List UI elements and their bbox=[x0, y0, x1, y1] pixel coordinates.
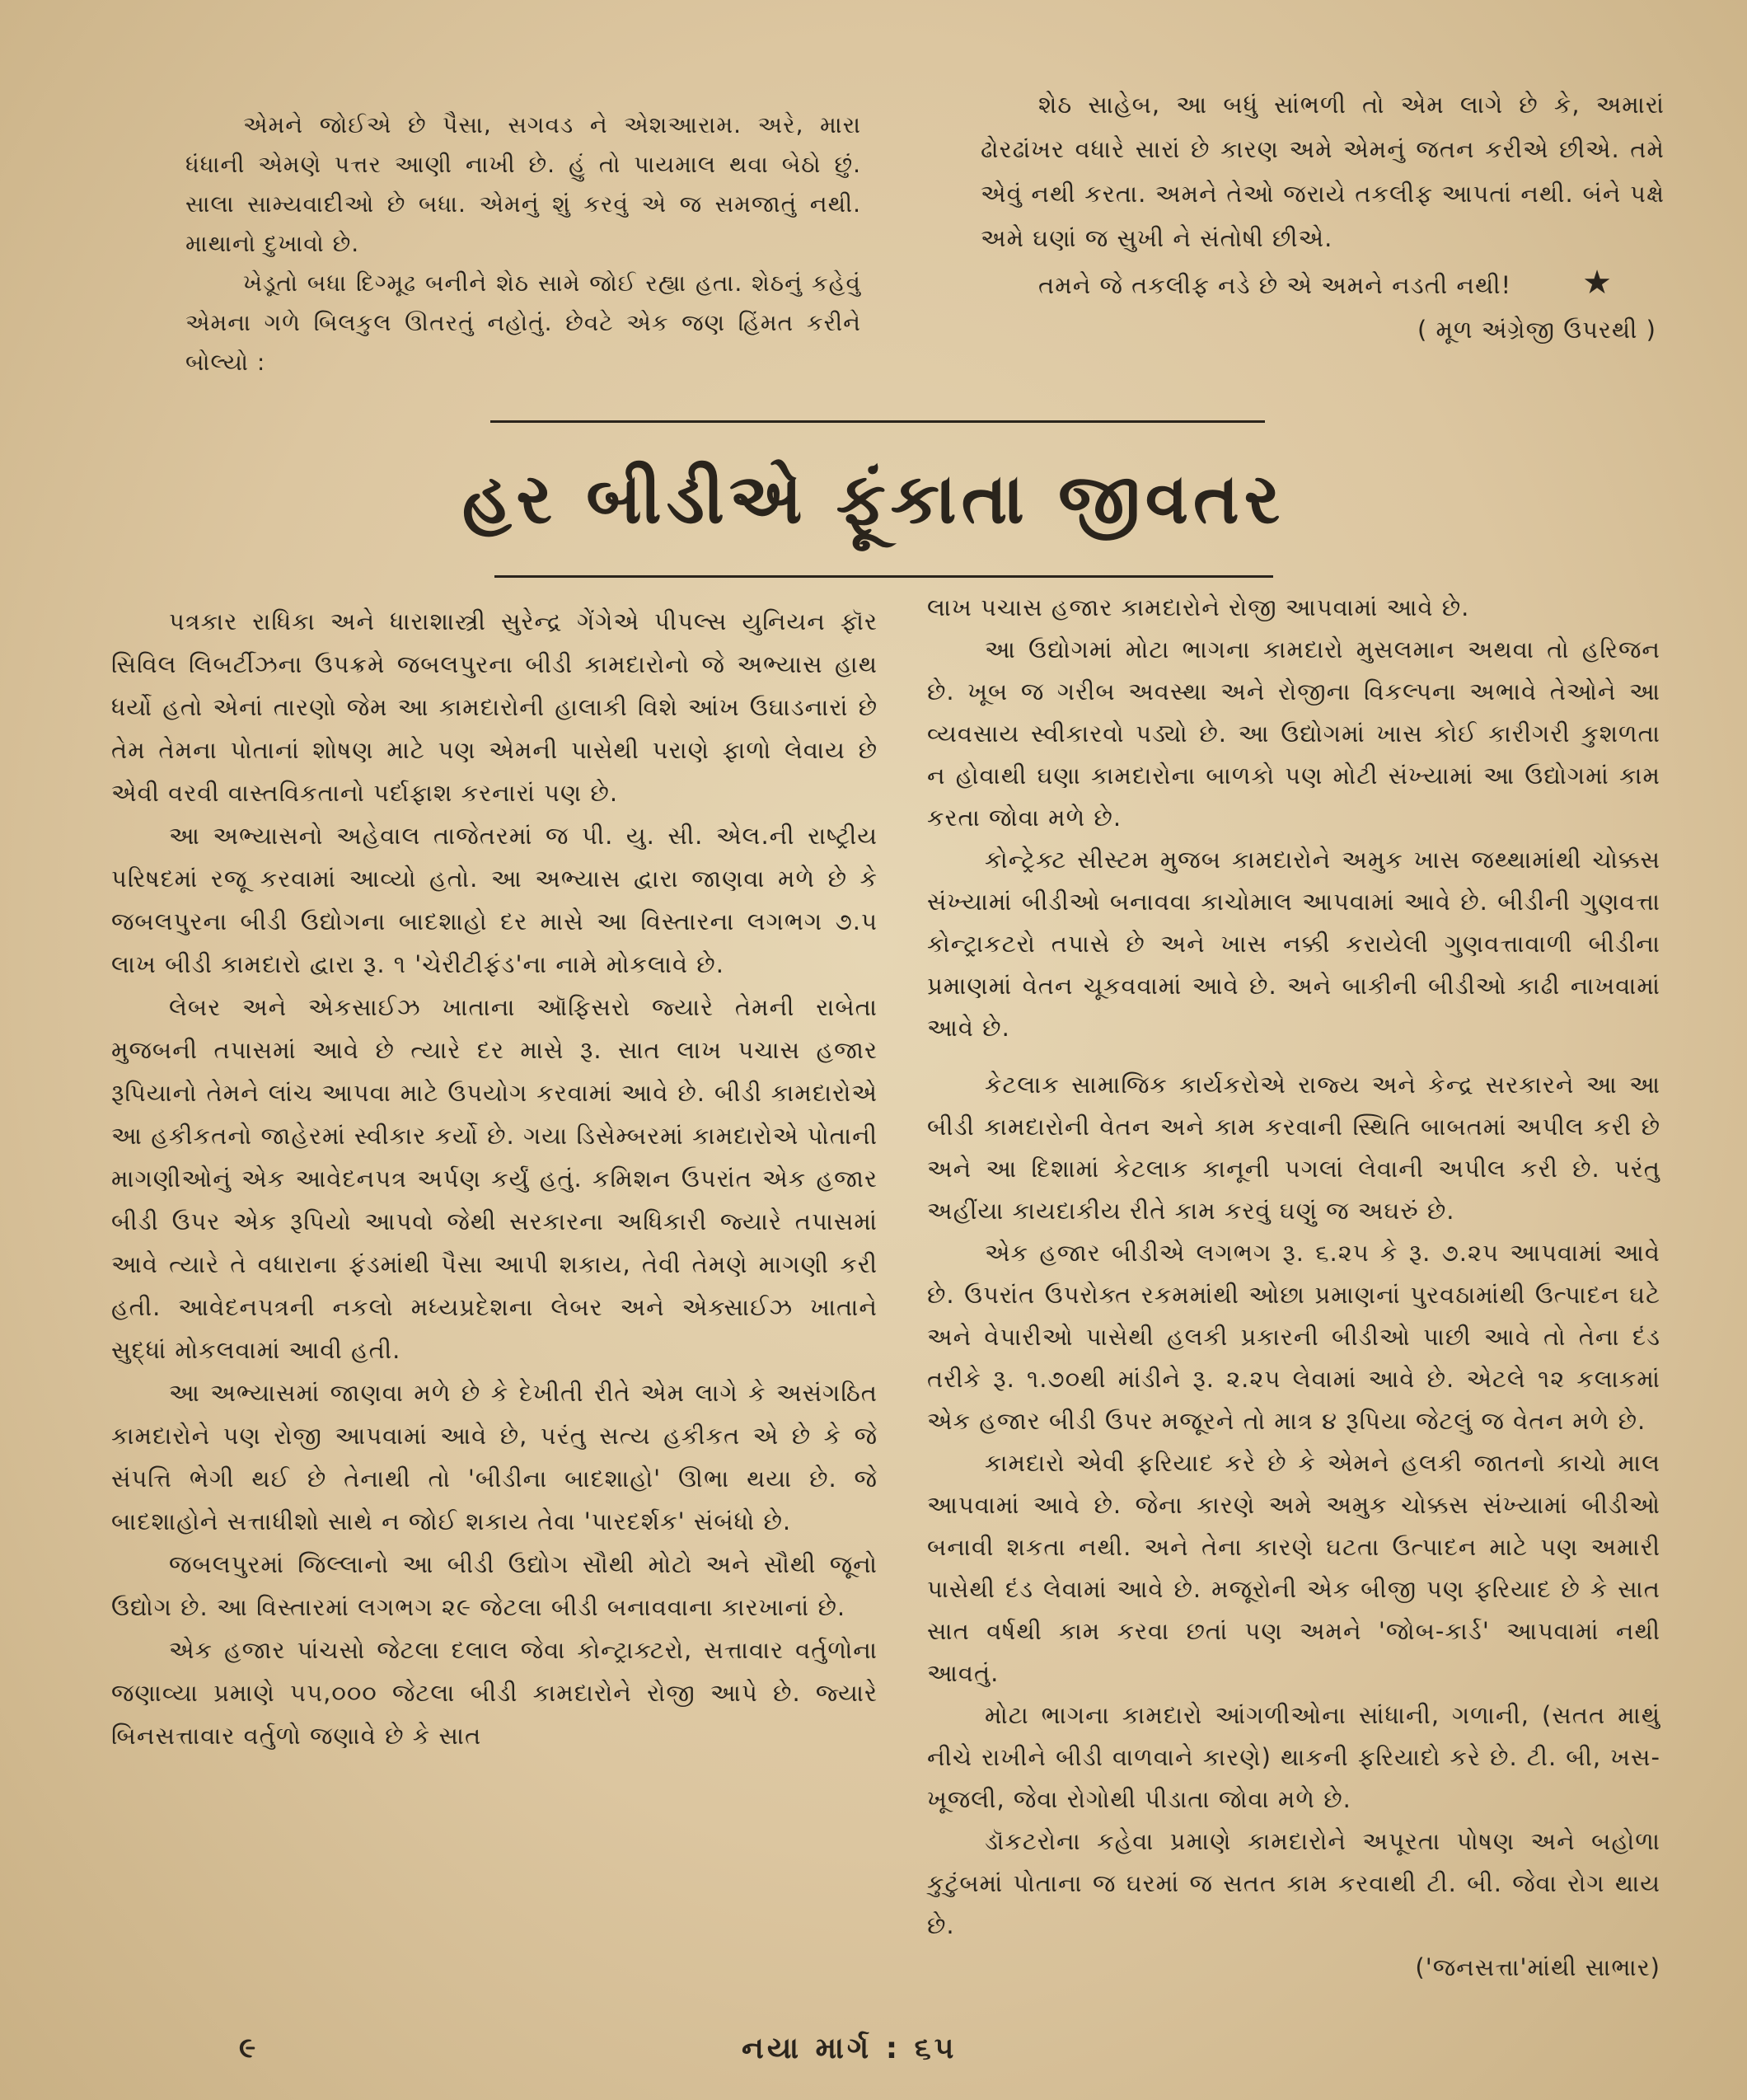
credit-line: ('જનસત્તા'માંથી સાભાર) bbox=[1415, 1953, 1660, 1981]
paragraph: લેબર અને એકસાઈઝ ખાતાના ઑફિસરો જ્યારે તેમની રાબેતા મુજબની તપાસમાં આવે છે ત્યારે દર માસે રૂ. સાત લાખ પચાસ હજાર રૂપિયાનો તેમને લાંચ આપવા માટે ઉપયોગ કરવામાં આવે છે. બીડી કામદારોએ આ હકીકતનો જાહેરમાં સ્વીકાર કર્યો છે. ગયા ડિસેમ્બરમાં કામદારોએ પોતાની માગણીઓનું એક આવેદનપત્ર અર્પણ કર્યું હતું. કમિશન ઉપરાંત એક હજાર બીડી ઉપર એક રૂપિયો આપવો જેથી સરકારના અધિકારી જ્યારે તપાસમાં આવે ત્યારે તે વધારાના ફંડમાંથી પૈસા આપી શકાય, તેવી તેમણે માગણી કરી હતી. આવેદનપત્રની નકલો મધ્યપ્રદેશના લેબર અને એક્સાઈઝ ખાતાને સુદ્ધાં મોકલવામાં આવી હતી. bbox=[111, 993, 878, 1364]
paragraph: આ ઉદ્યોગમાં મોટા ભાગના કામદારો મુસલમાન અથવા તો હરિજન છે. ખૂબ જ ગરીબ અવસ્થા અને રોજીના વિકલ્પના અભાવે તેઓને આ વ્યવસાય સ્વીકારવો પડ્યો છે. આ ઉદ્યોગમાં ખાસ કોઈ કારીગરી કુશળતા ન હોવાથી ઘણા કામદારોના બાળકો પણ મોટી સંખ્યામાં આ ઉદ્યોગમાં કામ કરતા જોવા મળે છે. bbox=[927, 635, 1660, 832]
article-left-column bbox=[111, 600, 878, 1757]
paragraph: કામદારો એવી ફરિયાદ કરે છે કે એમને હલકી જાતનો કાચો માલ આપવામાં આવે છે. જેના કારણે અમે અમુક ચોક્કસ સંખ્યામાં બીડીઓ બનાવી શકતા નથી. અને તેના કારણે ઘટતા ઉત્પાદન માટે પણ અમારી પાસેથી દંડ લેવામાં આવે છે. મજૂરોની એક બીજી પણ ફરિયાદ છે કે સાત સાત વર્ષથી કામ કરવા છતાં પણ અમને 'જોબ-કાર્ડ' આપવામાં નથી આવતું. bbox=[927, 1449, 1660, 1687]
page-number: ૯ bbox=[239, 2032, 256, 2065]
magazine-name: નયા માર્ગ : ૬૫ bbox=[742, 2032, 958, 2065]
paragraph: મોટા ભાગના કામદારો આંગળીઓના સાંધાની, ગળાની, (સતત માથું નીચે રાખીને બીડી વાળવાને કારણે) થાકની ફરિયાદો કરે છે. ટી. બી, ખસ-ખૂજલી, જેવા રોગોથી પીડાતા જોવા મળે છે. bbox=[927, 1701, 1660, 1813]
paragraph bbox=[981, 260, 1665, 307]
paragraph: કોન્ટ્રેક્ટ સીસ્ટમ મુજબ કામદારોને અમુક ખાસ જથ્થામાંથી ચોક્કસ સંખ્યામાં બીડીઓ બનાવવા કાચોમાલ આપવામાં આવે છે. બીડીની ગુણવત્તા કોન્ટ્રાકટરો તપાસે છે અને ખાસ નક્કી કરાયેલી ગુણવત્તાવાળી બીડીના પ્રમાણમાં વેતન ચૂકવવામાં આવે છે. અને બાકીની બીડીઓ કાઢી નાખવામાં આવે છે. bbox=[927, 846, 1660, 1042]
paragraph: ડૉકટરોના કહેવા પ્રમાણે કામદારોને અપૂરતા પોષણ અને બહોળા કુટુંબમાં પોતાના જ ઘરમાં જ સતત કામ કરવાથી ટી. બી. જેવા રોગ થાય છે. bbox=[927, 1827, 1660, 1939]
paragraph: આ અભ્યાસમાં જાણવા મળે છે કે દેખીતી રીતે એમ લાગે કે અસંગઠિત કામદારોને પણ રોજી આપવામાં આવે છે, પરંતુ સત્ય હકીકત એ છે કે જે સંપત્તિ ભેગી થઈ છે તેનાથી તો 'બીડીના બાદશાહો' ઊભા થયા છે. જે બાદશાહોને સત્તાધીશો સાથે ન જોઈ શકાય તેવા 'પારદર્શક' સંબંધો છે. bbox=[111, 1379, 878, 1535]
article-right-column bbox=[927, 587, 1660, 1989]
article-headline: હર બીડીએ ફૂંકાતા જીવતર bbox=[461, 458, 1286, 539]
page-footer bbox=[0, 2032, 1747, 2081]
paragraph: પત્રકાર રાધિકા અને ધારાશાસ્ત્રી સુરેન્દ્ર ગેંગેએ પીપલ્સ યુનિયન ફૉર સિવિલ લિબર્ટીઝના ઉપક્રમે જબલપુરના બીડી કામદારોનો જે અભ્યાસ હાથ ધર્યો હતો એનાં તારણો જેમ આ કામદારોની હાલાકી વિશે આંખ ઉઘાડનારાં છે તેમ તેમના પોતાનાં શોષણ માટે પણ એમની પાસેથી પરાણે ફાળો લેવાય છે એવી વરવી વાસ્તવિકતાનો પર્દાફાશ કરનારાં પણ છે. bbox=[111, 607, 878, 807]
top-left-column bbox=[185, 105, 861, 382]
top-right-column bbox=[981, 82, 1665, 352]
headline-rule-top bbox=[490, 420, 1265, 423]
paragraph: ખેડૂતો બધા દિગ્મૂઢ બનીને શેઠ સામે જોઈ રહ્યા હતા. શેઠનું કહેવું એમના ગળે બિલકુલ ઊતરતું નહોતું. છેવટે એક જણ હિંમત કરીને બોલ્યો : bbox=[185, 270, 861, 376]
paragraph: લાખ પચાસ હજાર કામદારોને રોજી આપવામાં આવે છે. bbox=[927, 593, 1470, 621]
paragraph: એક હજાર પાંચસો જેટલા દલાલ જેવા કોન્ટ્રાક્ટરો, સત્તાવાર વર્તુળોના જણાવ્યા પ્રમાણે ૫૫,૦૦૦ જેટલા બીડી કામદારોને રોજી આપે છે. જ્યારે બિનસત્તાવાર વર્તુળો જણાવે છે કે સાત bbox=[111, 1636, 878, 1750]
paragraph: એમને જોઈએ છે પૈસા, સગવડ ને એશઆરામ. અરે, મારા ધંધાની એમણે પત્તર આણી નાખી છે. હું તો પાયમાલ થવા બેઠો છું. સાલા સામ્યવાદીઓ છે બધા. એમનું શું કરવું એ જ સમજાતું નથી. માથાનો દુખાવો છે. bbox=[185, 111, 861, 257]
paragraph: શેઠ સાહેબ, આ બધું સાંભળી તો એમ લાગે છે કે, અમારાં ઢોરઢાંખર વધારે સારાં છે કારણ અમે એમનું જતન કરીએ છીએ. તમે એવું નથી કરતા. અમને તેઓ જરાયે તકલીફ આપતાં નથી. બંને પક્ષે અમે ઘણાં જ સુખી ને સંતોષી છીએ. bbox=[981, 91, 1665, 252]
paragraph: કેટલાક સામાજિક કાર્યકરોએ રાજ્ય અને કેન્દ્ર સરકારને આ આ બીડી કામદારોની વેતન અને કામ કરવાની સ્થિતિ બાબતમાં અપીલ કરી છે અને આ દિશામાં કેટલાક કાનૂની પગલાં લેવાની અપીલ કરી છે. પરંતુ અહીંયા કાયદાકીય રીતે કામ કરવું ઘણું જ અઘરું છે. bbox=[927, 1071, 1660, 1225]
paragraph: જબલપુરમાં જિલ્લાનો આ બીડી ઉદ્યોગ સૌથી મોટો અને સૌથી જૂનો ઉદ્યોગ છે. આ વિસ્તારમાં લગભગ ૨૯ જેટલા બીડી બનાવવાના કારખાનાં છે. bbox=[111, 1550, 878, 1621]
source-note: ( મૂળ અંગ્રેજી ઉપરથી ) bbox=[1417, 316, 1656, 344]
paragraph: આ અભ્યાસનો અહેવાલ તાજેતરમાં જ પી. યુ. સી. એલ.ની રાષ્ટ્રીય પરિષદમાં રજૂ કરવામાં આવ્યો હતો. આ અભ્યાસ દ્વારા જાણવા મળે છે કે જબલપુરના બીડી ઉદ્યોગના બાદશાહો દર માસે આ વિસ્તારના લગભગ ૭.૫ લાખ બીડી કામદારો દ્વારા રૂ. ૧ 'ચેરીટીફંડ'ના નામે મોકલાવે છે. bbox=[111, 822, 878, 978]
paragraph: એક હજાર બીડીએ લગભગ રૂ. ૬.૨૫ કે રૂ. ૭.૨૫ આપવામાં આવે છે. ઉપરાંત ઉપરોક્ત રકમમાંથી ઓછા પ્રમાણનાં પુરવઠામાંથી ઉત્પાદન ઘટે અને વેપારીઓ પાસેથી હલકી પ્રકારની બીડીઓ પાછી આવે તો તેના દંડ તરીકે રૂ. ૧.૭૦થી માંડીને રૂ. ૨.૨૫ લેવામાં આવે છે. એટલે ૧૨ કલાકમાં એક હજાર બીડી ઉપર મજૂરને તો માત્ર ૪ રૂપિયા જેટલું જ વેતન મળે છે. bbox=[927, 1239, 1660, 1435]
star-icon: ★ bbox=[1582, 264, 1613, 302]
paragraph-text: તમને જે તકલીફ નડે છે એ અમને નડતી નથી! bbox=[1038, 271, 1512, 299]
headline-rule-bottom bbox=[494, 575, 1273, 578]
